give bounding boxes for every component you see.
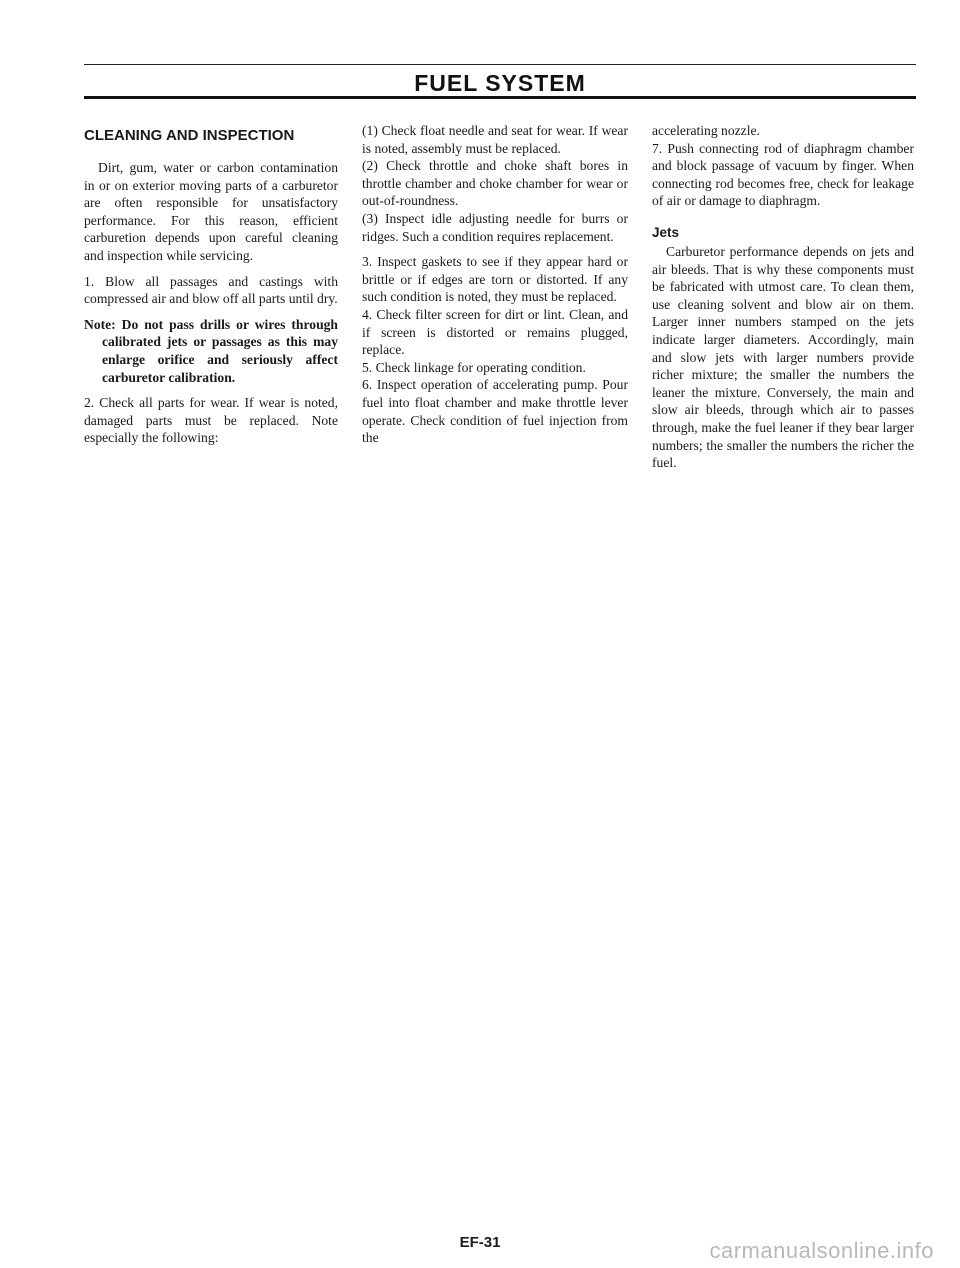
step-6-continuation: accelerating nozzle. <box>652 123 760 138</box>
step-2-paragraph: 2. Check all parts for wear. If wear is noted, damaged parts must be replaced. Note especially the following: <box>84 395 338 446</box>
page-header-title: FUEL SYSTEM <box>414 70 586 96</box>
step-2-sub-1: (1) Check float needle and seat for wear. If wear is noted, assembly must be replaced. <box>362 123 628 156</box>
page-number: EF-31 <box>459 1234 501 1251</box>
step-2-sub-2: (2) Check throttle and choke shaft bores in throttle chamber and choke chamber for wear or out-of-roundness. <box>362 158 628 209</box>
intro-paragraph: Dirt, gum, water or carbon contamination in or on exterior moving parts of a carburetor are often responsible for unsatisfactory performance. For this reason, efficient carburetion depends upon careful cleaning and inspection while servicing. <box>84 160 338 263</box>
section-heading-cleaning-inspection: CLEANING AND INSPECTION <box>84 127 295 144</box>
step-5-paragraph: 5. Check linkage for operating condition. <box>362 359 586 375</box>
header-rule-top <box>84 64 916 65</box>
note-paragraph: Note: Do not pass drills or wires through calibrated jets or passages as this may enlarge orifice and seriously affect carburetor calibration. <box>84 316 338 385</box>
column-left <box>84 122 338 455</box>
column-middle <box>362 122 628 447</box>
step-3-paragraph: 3. Inspect gaskets to see if they appear hard or brittle or if edges are torn or distorted. If any such condition is noted, they must be replaced. <box>362 254 628 305</box>
step-6-paragraph: 6. Inspect operation of accelerating pump. Pour fuel into float chamber and make throttle lever operate. Check condition of fuel injection from the <box>362 377 628 446</box>
step-4-paragraph: 4. Check filter screen for dirt or lint. Clean, and if screen is distorted or remains plugged, replace. <box>362 306 628 358</box>
header-rule-bottom <box>84 96 916 99</box>
column-right <box>652 122 914 480</box>
step-2-sub-3: (3) Inspect idle adjusting needle for burrs or ridges. Such a condition requires replacement. <box>362 210 628 244</box>
watermark-text: carmanualsonline.info <box>709 1238 934 1263</box>
step-1-paragraph: 1. Blow all passages and castings with compressed air and blow off all parts until dry. <box>84 273 338 307</box>
jets-paragraph: Carburetor performance depends on jets and air bleeds. That is why these components must be fabricated with utmost care. To clean them, use cleaning solvent and blow air on them. Larger inner numbers stamped on the jets indicate larger diameters. Accordingly, main and slow jets with larger numbers provide richer mixture; the smaller the numbers the leaner the mixture. Conversely, the main and slow air bleeds, through which air to passes through, make the fuel leaner if they bear larger numbers; the smaller the numbers the richer the fuel. <box>652 243 914 471</box>
section-heading-jets: Jets <box>652 224 680 240</box>
step-7-paragraph: 7. Push connecting rod of diaphragm chamber and block passage of vacuum by finger. When connecting rod becomes free, check for leakage of air or damage to diaphragm. <box>652 140 914 209</box>
